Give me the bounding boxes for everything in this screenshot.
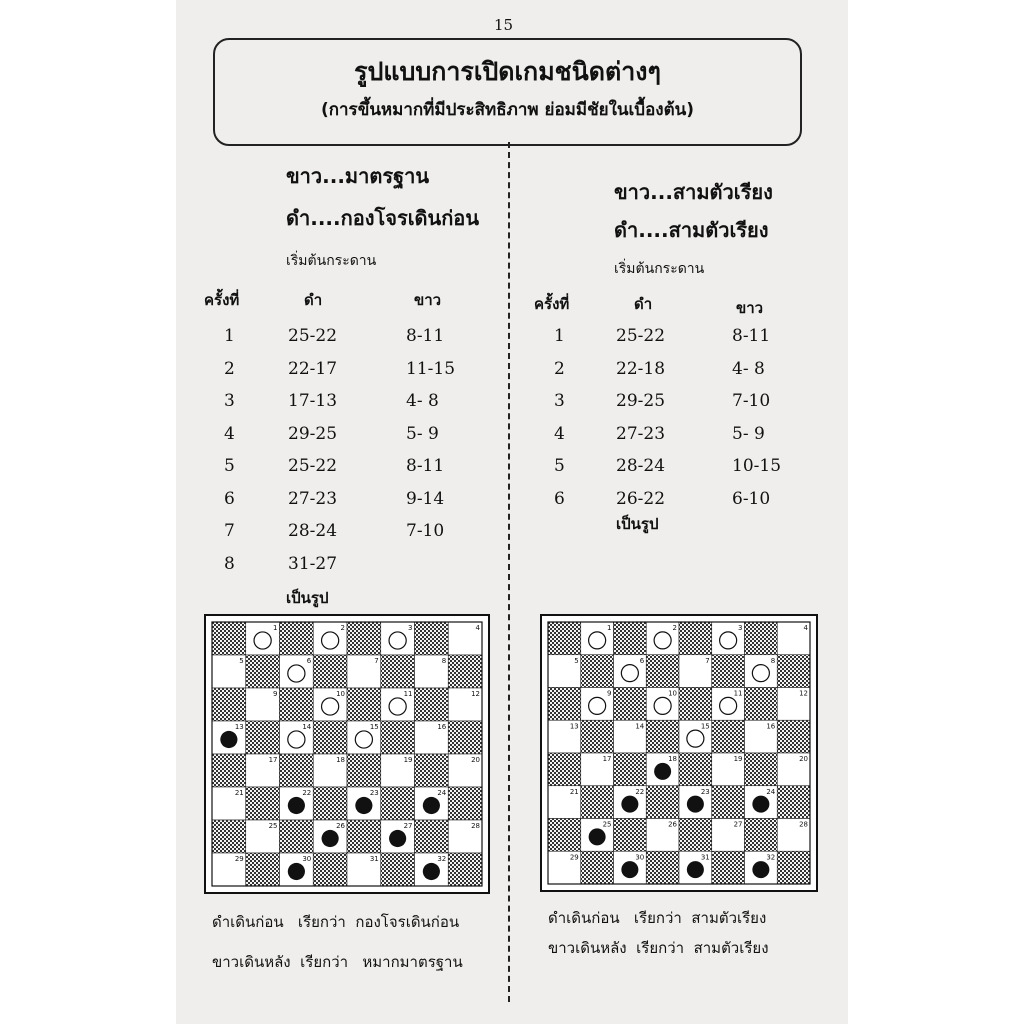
square-number: 11 [733,689,743,698]
board-square-dark [745,753,778,786]
square-number: 31 [700,853,710,862]
title-box [213,38,802,146]
board-square-dark [646,655,679,688]
square-number: 17 [268,756,278,764]
left-white-move: 9-14 [406,488,445,509]
square-number: 27 [733,820,743,829]
right-white-move: 7-10 [732,391,771,411]
right-board-svg [542,616,816,890]
left-white-move: 4- 8 [406,391,439,411]
white-piece [621,665,638,682]
square-number: 18 [336,756,345,764]
left-black-move: 29-25 [288,423,338,444]
white-piece [288,731,305,748]
square-number: 25 [602,820,612,829]
white-piece [654,632,671,649]
square-number: 26 [668,820,677,829]
right-result-label: เป็นรูป [616,515,659,533]
left-result-label: เป็นรูป [286,589,329,607]
board-square-dark [415,622,449,655]
square-number: 24 [766,787,776,796]
right-header-turn: ครั้งที่ [534,295,570,313]
square-number: 8 [441,657,447,665]
square-number: 21 [569,787,579,796]
right-white-move: 4- 8 [732,358,765,379]
board-square-dark [679,688,712,721]
right-turn-number: 1 [554,326,565,346]
board-square-dark [212,754,246,787]
board-square-dark [712,851,745,884]
square-number: 32 [766,853,776,862]
left-white-move: 5- 9 [406,423,439,444]
square-number: 24 [437,789,447,797]
square-number: 11 [403,690,413,698]
right-white-move: 6-10 [732,488,771,509]
square-number: 29 [569,853,579,862]
square-number: 31 [369,855,379,863]
board-square-dark [381,853,415,886]
square-number: 17 [602,755,612,763]
square-number: 28 [471,822,480,830]
right-turn-number: 2 [554,358,565,379]
board-square-dark [415,754,449,787]
white-piece [389,632,406,649]
white-piece [654,697,671,714]
right-turn-number: 4 [554,423,565,444]
square-number: 1 [273,624,278,632]
board-square-dark [646,851,679,884]
square-number: 15 [369,723,379,731]
left-turn-number: 7 [224,521,235,541]
square-number: 22 [635,787,645,796]
board-square-dark [614,688,647,721]
left-black-move: 17-13 [288,391,338,411]
black-piece [288,863,305,880]
square-number: 4 [803,624,808,632]
book-page [176,0,848,1024]
board-square-dark [313,853,347,886]
board-square-dark [646,720,679,753]
board-square-dark [313,655,347,688]
square-number: 23 [700,787,710,796]
board-square-dark [679,753,712,786]
left-white-opening: ขาว...มาตรฐาน [286,164,430,188]
board-square-dark [745,688,778,721]
right-turn-number: 5 [554,456,565,476]
left-checkers-board [204,614,490,894]
black-piece [687,861,704,878]
black-piece [355,797,372,814]
board-square-dark [745,622,778,655]
square-number: 30 [635,853,645,862]
square-number: 19 [733,755,743,763]
left-black-move: 25-22 [288,456,338,476]
white-piece [720,697,737,714]
square-number: 9 [607,689,612,698]
column-divider [508,142,510,1002]
left-turn-number: 6 [224,488,235,509]
left-turn-number: 4 [224,423,235,444]
square-number: 8 [770,656,776,665]
black-piece [322,830,339,847]
board-square-dark [614,753,647,786]
square-number: 20 [471,756,480,764]
square-number: 18 [668,755,677,763]
board-square-dark [381,721,415,754]
board-square-dark [246,655,280,688]
board-square-dark [212,820,246,853]
square-number: 13 [569,722,579,731]
square-number: 2 [672,624,677,632]
left-white-move: 11-15 [406,358,456,379]
right-header-black: ดำ [634,295,653,313]
square-number: 2 [340,624,345,632]
left-header-black: ดำ [304,291,323,309]
board-square-dark [448,655,482,688]
square-number: 3 [738,624,743,632]
board-square-dark [614,819,647,852]
page-subtitle: (การขึ้นหมากที่มีประสิทธิภาพ ย่อมมีชัยในเบื้องต้น) [320,100,695,120]
square-number: 29 [234,855,244,863]
black-piece [752,796,769,813]
square-number: 21 [234,789,244,797]
left-black-move: 22-17 [288,358,338,379]
white-piece [322,698,339,715]
left-white-move: 8-11 [406,326,445,346]
left-white-move: 7-10 [406,521,445,541]
left-board-svg [206,616,488,892]
right-white-move: 10-15 [732,456,782,476]
left-turn-number: 2 [224,358,235,379]
white-piece [589,632,606,649]
right-black-move: 29-25 [616,391,666,411]
right-black-move: 25-22 [616,326,666,346]
white-piece [589,697,606,714]
board-square-dark [646,786,679,819]
white-piece [687,730,704,747]
square-number: 15 [700,722,710,731]
square-number: 26 [336,822,345,830]
left-turn-number: 1 [224,326,235,346]
board-square-dark [212,688,246,721]
black-piece [589,828,606,845]
board-square-dark [347,754,381,787]
black-piece [288,797,305,814]
black-piece [687,796,704,813]
square-number: 7 [705,656,710,665]
board-square-dark [581,851,614,884]
square-number: 16 [766,722,776,731]
white-piece [254,632,271,649]
right-white-move: 8-11 [732,326,771,346]
square-number: 12 [799,689,808,698]
left-start-label: เริ่มต้นกระดาน [286,253,377,269]
right-white-opening: ขาว...สามตัวเรียง [614,180,773,204]
square-number: 20 [799,755,808,763]
white-piece [752,665,769,682]
square-number: 14 [635,722,645,731]
left-black-move: 25-22 [288,326,338,346]
board-square-dark [280,688,314,721]
board-square-dark [745,819,778,852]
board-square-dark [712,655,745,688]
left-black-move: 28-24 [288,521,338,541]
square-number: 30 [302,855,312,863]
right-black-move: 26-22 [616,488,666,509]
square-number: 6 [306,657,312,665]
square-number: 4 [475,624,480,632]
right-caption-line2: ขาวเดินหลัง เรียกว่า สามตัวเรียง [548,939,769,957]
square-number: 14 [302,723,312,731]
board-square-dark [448,853,482,886]
white-piece [389,698,406,715]
board-square-dark [679,622,712,655]
right-white-move: 5- 9 [732,423,765,444]
board-square-dark [246,721,280,754]
board-square-dark [548,753,581,786]
square-number: 10 [336,690,345,698]
right-black-move: 22-18 [616,358,666,379]
white-piece [355,731,372,748]
square-number: 13 [234,723,244,731]
left-black-move: 31-27 [288,553,338,574]
square-number: 22 [302,789,312,797]
left-white-move: 8-11 [406,456,445,476]
square-number: 1 [607,624,612,632]
right-start-label: เริ่มต้นกระดาน [614,261,705,277]
board-square-dark [280,820,314,853]
black-piece [423,863,440,880]
board-square-dark [581,655,614,688]
black-piece [752,861,769,878]
square-number: 3 [408,624,413,632]
square-number: 28 [799,820,808,829]
right-black-opening: ดำ....สามตัวเรียง [614,218,769,242]
square-number: 16 [437,723,447,731]
right-checkers-board [540,614,818,892]
square-number: 5 [574,656,579,665]
board-square-dark [712,786,745,819]
right-turn-number: 6 [554,488,565,509]
left-header-white: ขาว [414,291,442,309]
board-square-dark [212,622,246,655]
board-square-dark [777,786,810,819]
board-square-dark [548,622,581,655]
board-square-dark [280,754,314,787]
board-square-dark [712,720,745,753]
left-caption-line1: ดำเดินก่อน เรียกว่า กองโจรเดินก่อน [212,913,460,931]
black-piece [220,731,237,748]
right-black-move: 27-23 [616,423,666,444]
black-piece [621,796,638,813]
left-caption-line2: ขาวเดินหลัง เรียกว่า หมากมาตรฐาน [212,953,463,971]
right-turn-number: 3 [554,391,565,411]
black-piece [389,830,406,847]
board-square-dark [347,820,381,853]
right-header-white: ขาว [736,299,764,317]
board-square-dark [777,851,810,884]
board-square-dark [246,787,280,820]
page-number: 15 [494,16,514,34]
white-piece [288,665,305,682]
board-square-dark [415,820,449,853]
board-square-dark [614,622,647,655]
right-black-move: 28-24 [616,456,666,476]
square-number: 5 [239,657,244,665]
board-square-dark [280,622,314,655]
board-square-dark [548,688,581,721]
square-number: 6 [639,656,645,665]
square-number: 19 [403,756,413,764]
left-black-opening: ดำ....กองโจรเดินก่อน [286,206,479,230]
board-square-dark [777,720,810,753]
square-number: 7 [374,657,379,665]
board-square-dark [313,721,347,754]
board-square-dark [581,720,614,753]
board-square-dark [679,819,712,852]
black-piece [621,861,638,878]
left-turn-number: 5 [224,456,235,476]
board-square-dark [548,819,581,852]
left-black-move: 27-23 [288,488,338,509]
board-square-dark [448,721,482,754]
square-number: 25 [268,822,278,830]
white-piece [322,632,339,649]
square-number: 27 [403,822,413,830]
square-number: 10 [668,689,677,698]
board-square-dark [448,787,482,820]
board-square-dark [581,786,614,819]
board-square-dark [347,622,381,655]
square-number: 9 [273,690,278,698]
page-title: รูปแบบการเปิดเกมชนิดต่างๆ [354,57,661,86]
black-piece [423,797,440,814]
board-square-dark [381,655,415,688]
left-turn-number: 8 [224,553,235,574]
square-number: 23 [369,789,379,797]
board-square-dark [381,787,415,820]
white-piece [720,632,737,649]
board-square-dark [313,787,347,820]
board-square-dark [347,688,381,721]
black-piece [654,763,671,780]
board-square-dark [777,655,810,688]
right-caption-line1: ดำเดินก่อน เรียกว่า สามตัวเรียง [548,909,767,927]
left-turn-number: 3 [224,391,235,411]
square-number: 12 [471,690,480,698]
square-number: 32 [437,855,447,863]
left-header-turn: ครั้งที่ [204,291,240,309]
board-square-dark [246,853,280,886]
board-square-dark [415,688,449,721]
